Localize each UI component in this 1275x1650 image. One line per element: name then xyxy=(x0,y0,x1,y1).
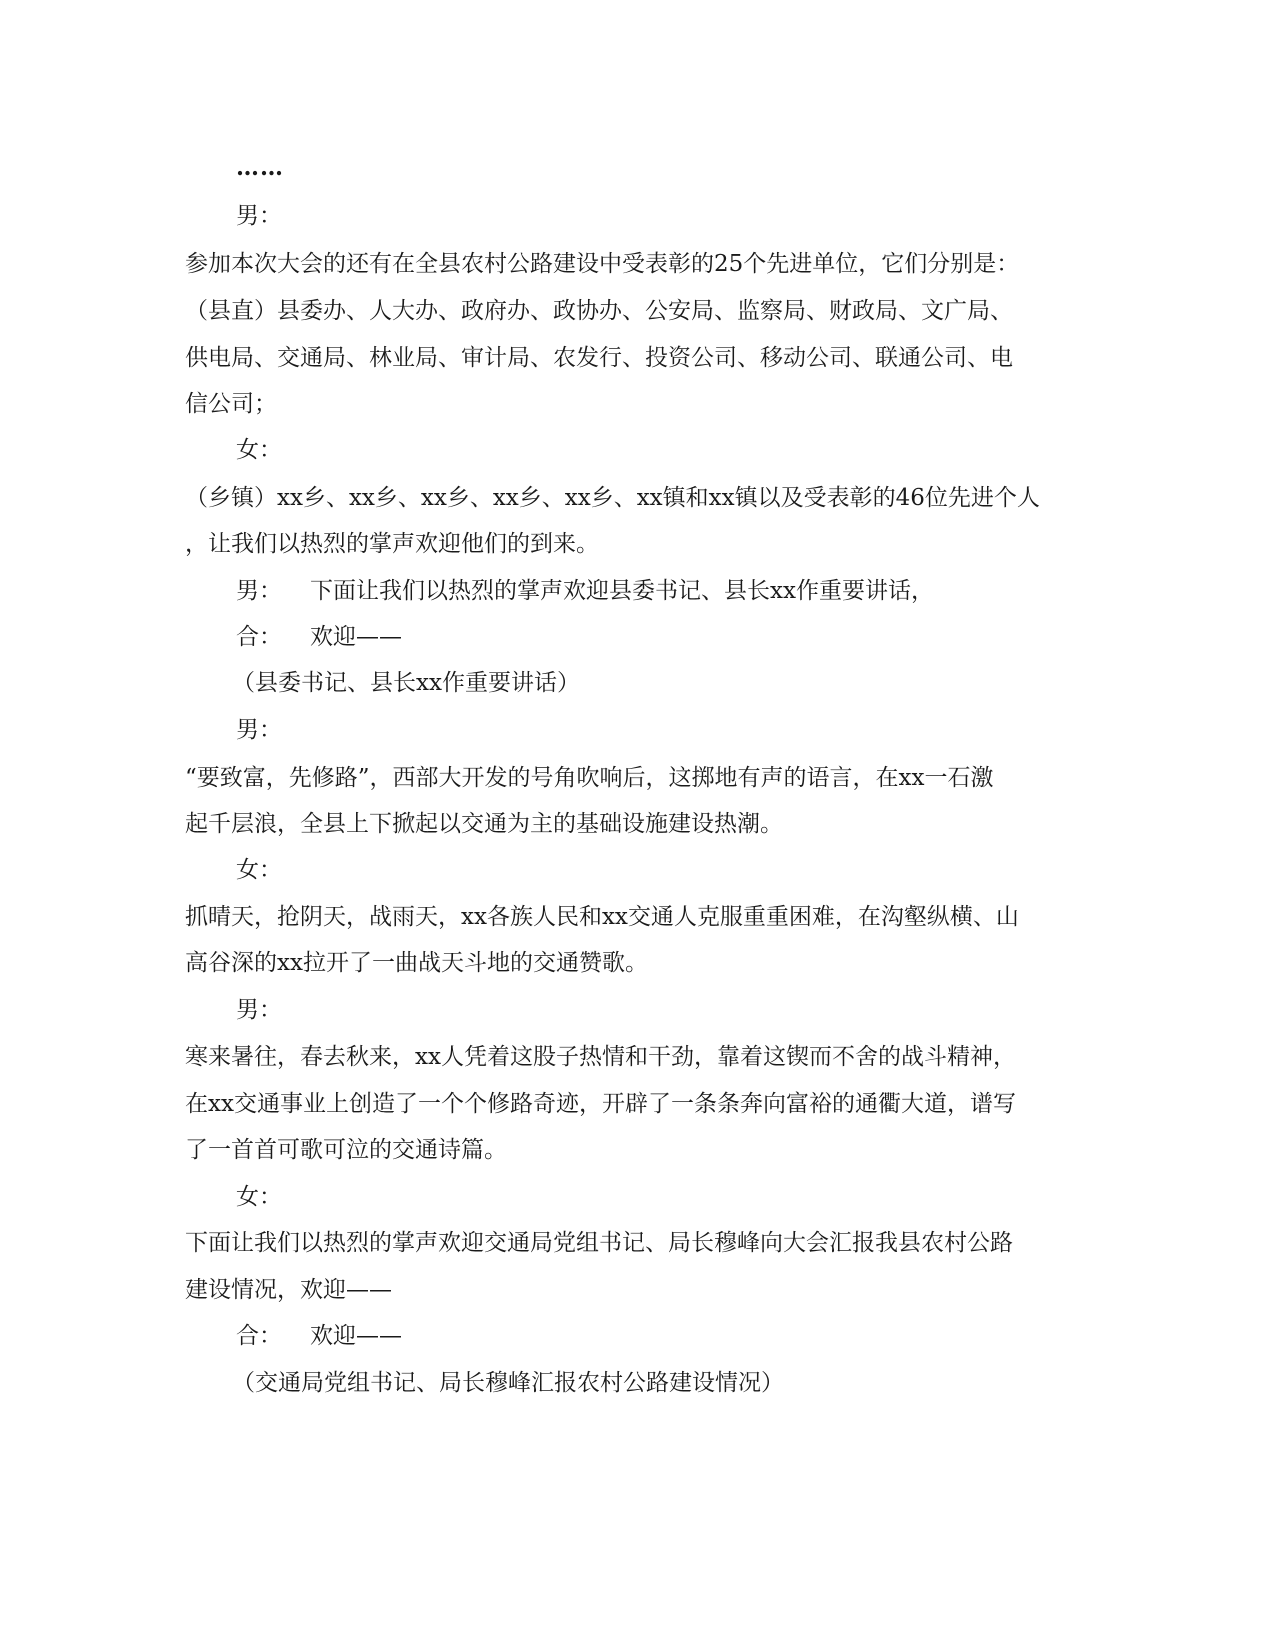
line-text: （县直）县委办、人大办、政府办、政协办、公安局、监察局、财政局、文广局、 xyxy=(185,298,1013,324)
line-text: （交通局党组书记、局长穆峰汇报农村公路建设情况） xyxy=(232,1370,784,1396)
paragraph-line xyxy=(185,763,993,793)
line-text: 供电局、交通局、林业局、审计局、农发行、投资公司、移动公司、联通公司、电 xyxy=(185,345,1013,371)
paragraph-line xyxy=(185,1089,1016,1119)
paragraph-line xyxy=(185,296,1013,326)
speaker-label: 女： xyxy=(236,437,282,463)
paragraph-line xyxy=(185,249,1019,279)
paragraph-line xyxy=(185,1228,1013,1258)
dialogue-line xyxy=(236,576,934,606)
line-text: 信公司； xyxy=(185,391,277,417)
speaker-label: 合： xyxy=(236,624,282,650)
paragraph-line xyxy=(185,389,277,419)
line-text: ，让我们以热烈的掌声欢迎他们的到来。 xyxy=(185,531,599,557)
speaker-label: 男： xyxy=(236,717,282,743)
line-text: 建设情况，欢迎—— xyxy=(185,1277,392,1303)
paragraph-line xyxy=(185,343,1013,373)
line-text: “要致富，先修路”，西部大开发的号角吹响后，这掷地有声的语言，在xx一石激 xyxy=(185,765,994,791)
speaker-line xyxy=(236,201,282,231)
line-text: 欢迎—— xyxy=(310,624,402,650)
paragraph-line xyxy=(185,1042,1016,1072)
stage-direction xyxy=(232,668,580,698)
line-text: 了一首首可歌可泣的交通诗篇。 xyxy=(185,1137,507,1163)
dialogue-line xyxy=(236,622,402,652)
paragraph-line xyxy=(185,1135,507,1165)
line-text: 在xx交通事业上创造了一个个修路奇迹，开辟了一条条奔向富裕的通衢大道，谱写 xyxy=(185,1091,1016,1117)
speaker-label: 女： xyxy=(236,1184,282,1210)
paragraph-line xyxy=(185,809,783,839)
line-text: 欢迎—— xyxy=(310,1323,402,1349)
stage-direction xyxy=(232,1368,784,1398)
line-text: （乡镇）xx乡、xx乡、xx乡、xx乡、xx乡、xx镇和xx镇以及受表彰的46位先进个人 xyxy=(185,485,1040,511)
speaker-line xyxy=(236,855,282,885)
speaker-label: 男： xyxy=(236,203,282,229)
paragraph-line xyxy=(185,483,1040,513)
line-text: 下面让我们以热烈的掌声欢迎县委书记、县长xx作重要讲话， xyxy=(310,578,934,604)
dialogue-line xyxy=(236,1321,402,1351)
line-text: 高谷深的xx拉开了一曲战天斗地的交通赞歌。 xyxy=(185,950,648,976)
ellipsis-line xyxy=(236,153,284,183)
speaker-label: 合： xyxy=(236,1323,282,1349)
speaker-line xyxy=(236,715,282,745)
ellipsis-text: …… xyxy=(236,154,284,181)
speaker-label: 男： xyxy=(236,578,282,604)
speaker-label: 男： xyxy=(236,997,282,1023)
speaker-line xyxy=(236,995,282,1025)
paragraph-line xyxy=(185,902,1019,932)
line-text: （县委书记、县长xx作重要讲话） xyxy=(232,670,580,696)
line-text: 参加本次大会的还有在全县农村公路建设中受表彰的25个先进单位，它们分别是： xyxy=(185,251,1020,277)
line-text: 起千层浪，全县上下掀起以交通为主的基础设施建设热潮。 xyxy=(185,811,783,837)
paragraph-line xyxy=(185,529,599,559)
speaker-line xyxy=(236,1182,282,1212)
paragraph-line xyxy=(185,948,648,978)
line-text: 寒来暑往，春去秋来，xx人凭着这股子热情和干劲，靠着这锲而不舍的战斗精神， xyxy=(185,1044,1016,1070)
line-text: 抓晴天，抢阴天，战雨天，xx各族人民和xx交通人克服重重困难，在沟壑纵横、山 xyxy=(185,904,1019,930)
speaker-line xyxy=(236,435,282,465)
paragraph-line xyxy=(185,1275,392,1305)
speaker-label: 女： xyxy=(236,857,282,883)
line-text: 下面让我们以热烈的掌声欢迎交通局党组书记、局长穆峰向大会汇报我县农村公路 xyxy=(185,1230,1013,1256)
